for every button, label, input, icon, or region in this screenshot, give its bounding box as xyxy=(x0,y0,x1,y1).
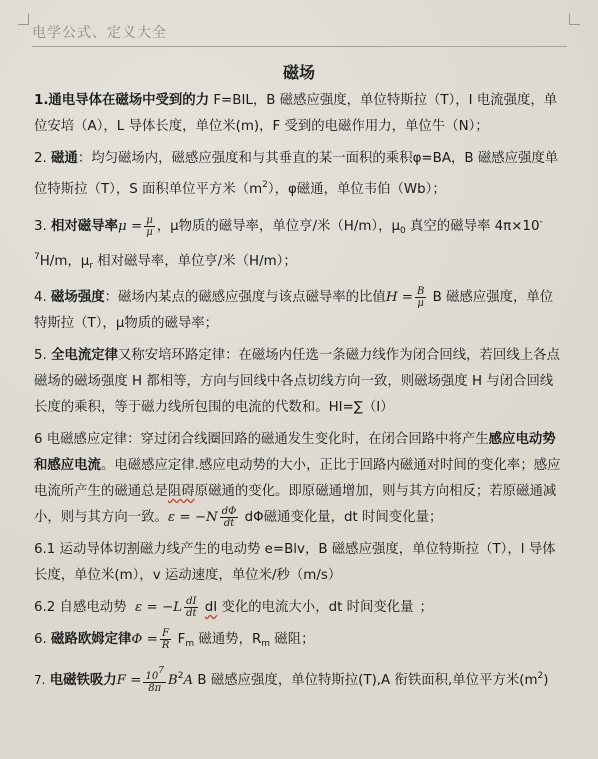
p4-heading: 磁场强度 xyxy=(51,290,105,305)
paragraph-6-2 xyxy=(34,595,566,621)
document-body xyxy=(34,88,566,700)
p4-frac-den: μ xyxy=(417,297,424,309)
p63-frac-den: R xyxy=(161,639,170,651)
p7-frac-den: 8π xyxy=(148,683,162,694)
p3-text4: 相对磁导率，单位亨/米（H/m）； xyxy=(92,254,297,269)
p7-sup: 2 xyxy=(537,671,544,681)
p62-frac-den: dt xyxy=(186,607,197,619)
p5-text: 又称安培环路定律：在磁场内任选一条磁力线作为闭合回线，若回线上各点磁场的磁场强度 H 都相等，方向与回线中各点切线方向一致，则磁场强度 H 与闭合回线长度的乘积，等于磁力线所包围的电流的代数和。HI=∑（I） xyxy=(34,348,560,415)
p4-text: ：磁场内某点的磁感应强度与该点磁导率的比值 xyxy=(104,290,386,305)
p6-formula-lhs: ε = −N xyxy=(167,510,218,525)
p2-prefix: 2. xyxy=(34,151,52,166)
p3-subr: r xyxy=(89,261,93,271)
p2-text: ：均匀磁场内，磁感应强度和与其垂直的某一面积的乘积φ=BA，B 磁感应强度单位特斯拉（T），S 面积单位平方米（m xyxy=(34,151,559,197)
p63-subm: m xyxy=(185,639,195,649)
p62-text: 6.2 自感电动势 xyxy=(34,600,127,615)
p61-text: 6.1 运动导体切割磁力线产生的电动势 e=Blv，B 磁感应强度，单位特斯拉（T），l 导体长度，单位米(m），v 运动速度，单位米/秒（m/s） xyxy=(34,542,556,583)
p4-prefix: 4. xyxy=(34,290,52,305)
paragraph-2 xyxy=(34,146,566,203)
paragraph-6-1 xyxy=(34,537,566,589)
p1-prefix: 1. xyxy=(34,93,49,108)
p7-frac-num-sup: 7 xyxy=(158,666,164,676)
p3-heading: 相对磁导率 xyxy=(51,219,118,234)
p4-fraction xyxy=(415,286,426,309)
p3-fraction xyxy=(144,215,155,238)
p6-prefix: 6 电磁感应定律： xyxy=(34,432,141,447)
p4-text2: B 磁感应强度，单位特斯拉（T），μ物质的磁导率； xyxy=(34,290,554,331)
paragraph-4 xyxy=(34,285,566,337)
p6-fraction xyxy=(220,506,239,529)
p7-fraction xyxy=(143,666,165,694)
p6-frac-num: dΦ xyxy=(221,505,237,517)
p7-formula-lhs: F = xyxy=(116,673,142,688)
p62-text2: 变化的电流大小，dt 时间变化量 xyxy=(217,600,414,615)
paragraph-3 xyxy=(34,209,566,279)
p3-frac-num: μ xyxy=(146,214,153,226)
p63-frac-num: F xyxy=(160,628,172,640)
crop-mark-top-right xyxy=(569,14,580,25)
section-title: 磁场 xyxy=(282,63,315,82)
p2-text2: ），φ磁通，单位韦伯（Wb）； xyxy=(267,182,446,197)
p4-formula-lhs: H = xyxy=(385,290,413,305)
p63-heading: 磁路欧姆定律 xyxy=(51,632,132,647)
p63-text: F xyxy=(173,632,186,647)
p7-text2: ) xyxy=(543,673,549,688)
p63-prefix: 6. xyxy=(34,632,52,647)
page-header: 电学公式、定义大全 xyxy=(32,22,567,47)
p6-frac-den: dt xyxy=(223,517,235,529)
p63-subm2: m xyxy=(261,639,271,649)
p62-tail: ； xyxy=(419,600,433,615)
p62-formula-lhs: ε = −L xyxy=(135,600,183,615)
paragraph-1 xyxy=(34,88,566,140)
p1-text: F=BIL，B 磁感应强度，单位特斯拉（T），I 电流强度，单位安培（A），L 导体长度，单位米(m)，F 受到的电磁作用力，单位牛（N）； xyxy=(34,93,558,134)
paragraph-6-3 xyxy=(34,627,566,657)
p62-frac-num: dI xyxy=(184,596,198,608)
p5-heading: 全电流定律 xyxy=(51,348,118,363)
paragraph-5 xyxy=(34,343,566,421)
p63-fraction xyxy=(160,628,172,651)
p6-squiggle: 阻碍 xyxy=(167,484,195,499)
crop-mark-top-left xyxy=(18,14,29,25)
p6-text3: 原磁通的变化。即原磁通增加，则与其方向相反；若原磁通减小，则与其方向一致。 xyxy=(34,484,557,525)
p7-text: B 磁感应强度，单位特斯拉(T),A 衔铁面积,单位平方米(m xyxy=(193,673,538,688)
p1-heading: 通电导体在磁场中受到的力 xyxy=(48,93,210,108)
p2-sup: 2 xyxy=(262,180,268,190)
p63-text2: 磁通势，R xyxy=(194,632,262,647)
p6-text2: 。电磁感应定律.感应电动势的大小，正比于回路内磁通对时间的变化率；感应电流所产生的磁通总是 xyxy=(34,458,561,499)
p6-bold: 感应电动势和感应电流 xyxy=(34,432,556,473)
p7-frac-num xyxy=(143,666,165,683)
p3-text2: 真空的磁导率 4π×10 xyxy=(405,219,540,234)
p3-frac-den: μ xyxy=(146,226,153,238)
p2-heading: 磁通 xyxy=(51,151,78,166)
p6-text: 穿过闭合线圈回路的磁通发生变化时，在闭合回路中将产生 xyxy=(140,432,489,447)
p3-text: ，μ物质的磁导率，单位亨/米（H/m），μ xyxy=(156,219,401,234)
p63-text3: 磁阻； xyxy=(270,632,315,647)
paragraph-6 xyxy=(34,427,566,531)
p4-frac-num: B xyxy=(416,285,425,297)
p7-prefix: 7. xyxy=(34,673,46,687)
p3-prefix: 3. xyxy=(34,219,52,234)
p7-rhs-tail: A xyxy=(183,673,194,688)
p3-sup: -7 xyxy=(34,217,543,262)
p6-text4: dΦ磁通变化量，dt 时间变化量； xyxy=(240,510,443,525)
p7-heading: 电磁铁吸力 xyxy=(49,673,117,688)
p3-sub0: 0 xyxy=(400,226,406,236)
p7-rhs-sup: 2 xyxy=(177,671,184,681)
p3-formula-lhs: μ = xyxy=(118,219,143,234)
p63-formula-lhs: Φ = xyxy=(131,632,158,647)
paragraph-7 xyxy=(34,663,566,694)
p5-prefix: 5. xyxy=(34,348,52,363)
p7-frac-num-base: 10 xyxy=(145,671,159,682)
p62-fraction xyxy=(184,596,198,619)
p3-text3: H/m，μ xyxy=(39,254,90,269)
p7-formula-rhs: B xyxy=(167,673,178,688)
p62-squiggle: dI xyxy=(204,600,218,615)
